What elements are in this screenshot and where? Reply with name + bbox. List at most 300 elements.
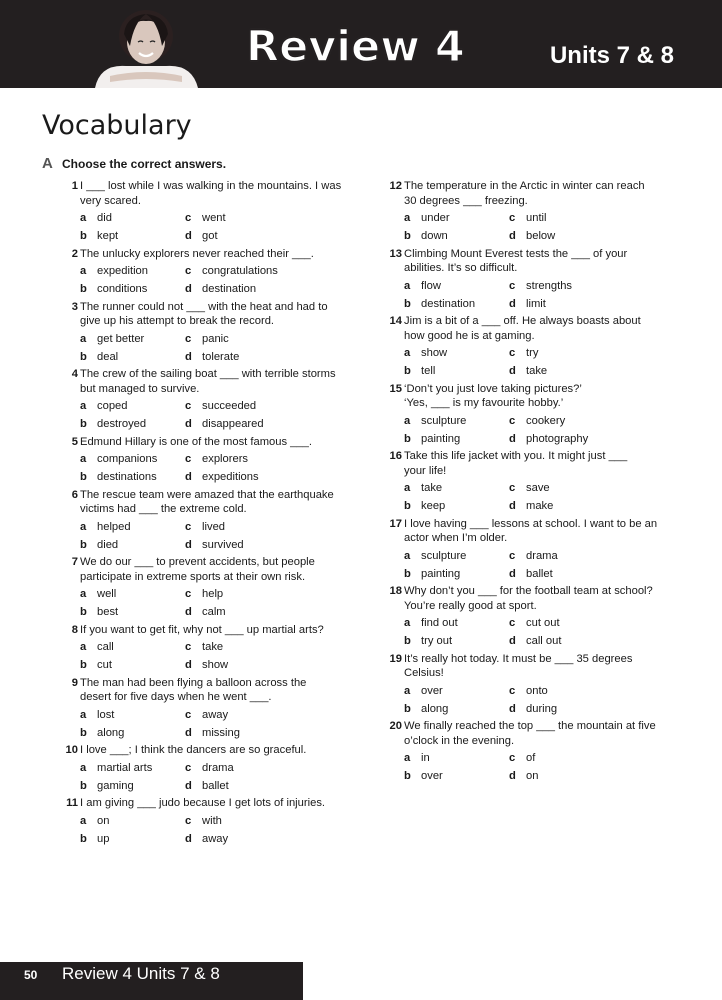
question-item	[52, 435, 352, 485]
question-text: ‘Yes, ___ is my favourite hobby.’	[404, 397, 564, 409]
question-number: 12	[389, 180, 402, 192]
answer-option[interactable]	[404, 297, 509, 312]
option-text: call	[97, 641, 114, 653]
option-text: sculpture	[421, 549, 467, 562]
option-text: conditions	[97, 283, 148, 295]
question-text: Why don’t you ___ for the football team at school?	[404, 585, 653, 597]
question-text: We do our ___ to prevent accidents, but people	[80, 556, 315, 568]
answer-option[interactable]	[404, 549, 509, 564]
option-letter: b	[80, 471, 87, 483]
option-text: cut	[97, 659, 112, 671]
option-letter: d	[185, 606, 192, 618]
answer-option[interactable]	[80, 538, 185, 553]
option-letter: c	[509, 212, 516, 224]
option-letter: b	[404, 230, 411, 242]
option-letter: a	[80, 212, 87, 224]
option-letter: c	[185, 814, 192, 827]
option-text: along	[421, 702, 449, 715]
question-text: victims had ___ the extreme cold.	[80, 503, 247, 515]
answer-option[interactable]	[185, 350, 295, 365]
option-letter: b	[404, 635, 411, 647]
question-text: The temperature in the Arctic in winter can reach	[404, 180, 645, 192]
answer-option[interactable]	[509, 346, 619, 361]
answer-option[interactable]	[185, 211, 295, 226]
answer-option[interactable]	[80, 282, 185, 297]
question-number: 10	[65, 744, 78, 756]
option-letter: b	[404, 567, 411, 580]
answer-option[interactable]	[185, 538, 295, 553]
option-text: expeditions	[202, 471, 259, 483]
question-item	[376, 314, 676, 379]
exercise-letter: A	[42, 155, 53, 172]
answer-option[interactable]	[404, 769, 509, 784]
option-letter: b	[80, 538, 87, 551]
answer-option[interactable]	[509, 684, 619, 699]
option-text: take	[526, 365, 548, 377]
question-number: 9	[71, 676, 78, 689]
question-number: 17	[389, 517, 402, 530]
option-letter: a	[404, 279, 411, 292]
option-letter: c	[509, 482, 516, 494]
option-text: onto	[526, 684, 548, 697]
option-letter: c	[185, 641, 192, 653]
option-letter: a	[404, 684, 411, 697]
question-text: The man had been flying a balloon across the	[80, 676, 307, 689]
option-text: strengths	[526, 279, 573, 292]
option-text: gaming	[97, 779, 134, 792]
option-text: take	[421, 482, 443, 494]
question-number: 19	[389, 652, 402, 665]
option-letter: d	[185, 779, 192, 792]
answer-option[interactable]	[404, 229, 509, 244]
answer-option[interactable]	[509, 229, 619, 244]
option-text: succeeded	[202, 400, 257, 412]
option-text: explorers	[202, 453, 249, 465]
answer-option[interactable]	[509, 634, 619, 649]
option-text: survived	[202, 538, 244, 551]
option-letter: d	[185, 832, 192, 845]
option-letter: c	[509, 549, 516, 562]
option-letter: a	[404, 549, 411, 562]
question-number: 1	[71, 180, 78, 192]
answer-option[interactable]	[509, 432, 619, 447]
option-text: lost	[97, 708, 115, 721]
question-number: 6	[71, 488, 78, 501]
question-number: 16	[389, 450, 402, 462]
option-text: on	[97, 814, 110, 827]
question-text: I love having ___ lessons at school. I want to be an	[404, 517, 658, 530]
answer-option[interactable]	[404, 751, 509, 766]
question-item	[376, 449, 676, 514]
answer-option[interactable]	[80, 211, 185, 226]
question-text: but managed to survive.	[80, 382, 200, 395]
question-text: Jim is a bit of a ___ off. He always boasts about	[404, 315, 641, 327]
answer-option[interactable]	[509, 211, 619, 226]
answer-option[interactable]	[80, 587, 185, 602]
option-text: destination	[421, 297, 476, 310]
answer-option[interactable]	[185, 640, 295, 655]
option-text: missing	[202, 726, 240, 739]
answer-option[interactable]	[80, 332, 185, 347]
option-text: below	[526, 230, 556, 242]
answer-option[interactable]	[80, 452, 185, 467]
option-text: try	[526, 347, 539, 359]
option-text: panic	[202, 332, 229, 345]
option-text: tell	[421, 365, 436, 377]
option-text: painting	[421, 432, 461, 445]
option-letter: b	[80, 350, 87, 363]
question-number: 5	[71, 435, 78, 448]
option-text: congratulations	[202, 265, 278, 277]
option-letter: a	[80, 814, 87, 827]
answer-option[interactable]	[404, 481, 509, 496]
question-text: Take this life jacket with you. It might just ___	[404, 450, 628, 462]
answer-option[interactable]	[185, 452, 295, 467]
option-letter: c	[509, 617, 516, 629]
option-letter: c	[185, 708, 192, 721]
option-letter: b	[404, 702, 411, 715]
option-text: well	[97, 588, 117, 600]
option-letter: a	[404, 752, 411, 764]
answer-option[interactable]	[80, 229, 185, 244]
question-text: I love ___; I think the dancers are so graceful.	[80, 744, 307, 756]
option-text: away	[202, 832, 229, 845]
question-number: 8	[71, 623, 78, 636]
question-item	[52, 555, 352, 620]
option-letter: a	[404, 347, 411, 359]
answer-option[interactable]	[185, 264, 295, 279]
answer-option[interactable]	[404, 634, 509, 649]
answer-option[interactable]	[509, 549, 619, 564]
option-letter: b	[80, 230, 87, 242]
option-letter: a	[80, 641, 87, 653]
option-letter: a	[404, 414, 411, 427]
answer-option[interactable]	[509, 769, 619, 784]
question-item	[376, 179, 676, 244]
answer-option[interactable]	[80, 520, 185, 535]
answer-option[interactable]	[404, 616, 509, 631]
answer-option[interactable]	[185, 832, 295, 847]
question-item	[376, 382, 676, 447]
option-letter: d	[185, 283, 192, 295]
option-letter: d	[185, 418, 192, 430]
answer-option[interactable]	[80, 417, 185, 432]
answer-option[interactable]	[185, 658, 295, 673]
answer-option[interactable]	[509, 414, 619, 429]
option-text: lived	[202, 520, 226, 533]
option-text: show	[421, 347, 448, 359]
option-letter: d	[185, 659, 192, 671]
question-item	[376, 719, 676, 784]
option-text: destroyed	[97, 418, 147, 430]
question-item	[52, 743, 352, 793]
answer-option[interactable]	[185, 229, 295, 244]
question-text: abilities. It’s so difficult.	[404, 262, 518, 274]
question-text: The rescue team were amazed that the earthquake	[80, 488, 334, 501]
option-text: destination	[202, 283, 257, 295]
answer-option[interactable]	[185, 708, 295, 723]
option-text: ballet	[526, 567, 553, 580]
option-letter: a	[80, 708, 87, 721]
option-text: coped	[97, 400, 128, 412]
answer-option[interactable]	[80, 264, 185, 279]
option-letter: a	[80, 520, 87, 533]
option-text: call out	[526, 635, 562, 647]
question-text: participate in extreme sports at their own risk.	[80, 570, 306, 583]
option-letter: d	[185, 726, 192, 739]
answer-option[interactable]	[185, 399, 295, 414]
answer-option[interactable]	[185, 282, 295, 297]
answer-option[interactable]	[404, 346, 509, 361]
option-letter: c	[185, 265, 192, 277]
exercise-instruction: Choose the correct answers.	[62, 157, 227, 171]
option-text: died	[97, 538, 119, 551]
answer-option[interactable]	[404, 211, 509, 226]
option-text: photography	[526, 432, 589, 445]
answer-option[interactable]	[80, 708, 185, 723]
option-letter: b	[404, 432, 411, 445]
question-number: 15	[389, 382, 402, 395]
question-text: Edmund Hillary is one of the most famous ___.	[80, 435, 312, 448]
option-letter: b	[80, 606, 87, 618]
question-text: very scared.	[80, 194, 141, 207]
option-text: keep	[421, 500, 446, 512]
question-text: The unlucky explorers never reached their ___.	[80, 247, 314, 260]
option-text: with	[202, 814, 222, 827]
option-letter: c	[185, 453, 192, 465]
option-text: calm	[202, 606, 226, 618]
question-text: You’re really good at sport.	[404, 599, 537, 612]
option-text: along	[97, 726, 125, 739]
answer-option[interactable]	[80, 761, 185, 776]
option-text: find out	[421, 617, 458, 629]
question-text: actor when I’m older.	[404, 532, 508, 544]
option-letter: c	[509, 684, 516, 697]
option-text: drama	[202, 761, 234, 774]
option-text: cut out	[526, 617, 560, 629]
answer-option[interactable]	[80, 350, 185, 365]
option-letter: d	[509, 770, 516, 782]
question-number: 11	[66, 797, 78, 809]
question-text: desert for five days when he went ___.	[80, 691, 272, 703]
question-item	[376, 652, 676, 717]
option-letter: c	[185, 332, 192, 345]
question-item	[52, 488, 352, 553]
option-letter: c	[509, 279, 516, 292]
question-number: 13	[389, 247, 402, 260]
option-letter: b	[80, 779, 87, 792]
question-text: The crew of the sailing boat ___ with terrible storms	[80, 368, 336, 380]
question-item	[376, 517, 676, 582]
question-text: I am giving ___ judo because I get lots of injuries.	[80, 797, 326, 809]
answer-option[interactable]	[185, 761, 295, 776]
option-letter: c	[185, 588, 192, 600]
answer-option[interactable]	[509, 279, 619, 294]
question-number: 2	[71, 247, 78, 260]
question-text: how good he is at gaming.	[404, 329, 535, 342]
answer-option[interactable]	[185, 417, 295, 432]
answer-option[interactable]	[80, 726, 185, 741]
answer-option[interactable]	[404, 414, 509, 429]
answer-option[interactable]	[185, 726, 295, 741]
answer-option[interactable]	[80, 814, 185, 829]
page-number: 50	[24, 968, 38, 982]
option-text: show	[202, 659, 229, 671]
review-title: Review 4	[246, 22, 465, 72]
option-letter: d	[509, 297, 516, 310]
option-text: painting	[421, 567, 461, 580]
question-text: Climbing Mount Everest tests the ___ of your	[404, 247, 628, 260]
answer-option[interactable]	[509, 481, 619, 496]
questions-column-left	[52, 179, 352, 849]
option-letter: a	[80, 265, 87, 277]
answer-option[interactable]	[404, 432, 509, 447]
answer-option[interactable]	[509, 751, 619, 766]
question-text: Celsius!	[404, 667, 444, 679]
option-letter: c	[509, 414, 516, 427]
answer-option[interactable]	[509, 364, 619, 379]
option-text: of	[526, 752, 536, 764]
option-text: drama	[526, 549, 558, 562]
option-text: on	[526, 770, 539, 782]
answer-option[interactable]	[509, 567, 619, 582]
option-text: help	[202, 588, 224, 600]
option-text: over	[421, 770, 443, 782]
option-letter: d	[509, 500, 516, 512]
option-text: did	[97, 212, 112, 224]
option-text: got	[202, 230, 218, 242]
option-text: limit	[526, 297, 546, 310]
option-text: over	[421, 684, 443, 697]
answer-option[interactable]	[509, 616, 619, 631]
option-letter: b	[404, 365, 411, 377]
option-text: away	[202, 708, 229, 721]
option-text: save	[526, 482, 550, 494]
question-text: It’s really hot today. It must be ___ 35 degrees	[404, 652, 633, 665]
answer-option[interactable]	[404, 702, 509, 717]
answer-option[interactable]	[185, 470, 295, 485]
answer-option[interactable]	[404, 279, 509, 294]
girl-photo	[90, 6, 202, 88]
option-text: went	[202, 212, 226, 224]
answer-option[interactable]	[509, 499, 619, 514]
option-letter: b	[404, 500, 411, 512]
option-text: disappeared	[202, 418, 264, 430]
option-text: expedition	[97, 265, 149, 277]
option-text: deal	[97, 350, 119, 363]
question-text: 30 degrees ___ freezing.	[404, 194, 528, 207]
option-text: up	[97, 832, 110, 845]
option-letter: d	[509, 567, 516, 580]
question-text: I ___ lost while I was walking in the mountains. I was	[80, 180, 342, 192]
option-letter: d	[509, 365, 516, 377]
question-item	[376, 584, 676, 649]
option-text: kept	[97, 230, 119, 242]
option-text: under	[421, 212, 450, 224]
question-item	[52, 796, 352, 846]
option-letter: c	[185, 212, 192, 224]
option-text: ballet	[202, 779, 229, 792]
question-text: give up his attempt to break the record.	[80, 315, 275, 327]
answer-option[interactable]	[80, 779, 185, 794]
question-text: If you want to get fit, why not ___ up martial arts?	[80, 623, 324, 636]
option-letter: b	[404, 297, 411, 310]
answer-option[interactable]	[185, 814, 295, 829]
answer-option[interactable]	[80, 658, 185, 673]
option-letter: c	[509, 347, 516, 359]
option-letter: c	[185, 520, 192, 533]
option-text: helped	[97, 520, 131, 533]
answer-option[interactable]	[185, 779, 295, 794]
answer-option[interactable]	[509, 702, 619, 717]
question-item	[376, 247, 676, 312]
option-letter: d	[509, 702, 516, 715]
option-text: take	[202, 641, 224, 653]
option-letter: d	[185, 350, 192, 363]
question-text: The runner could not ___ with the heat and had to	[80, 300, 328, 313]
option-letter: d	[185, 538, 192, 551]
option-text: sculpture	[421, 414, 467, 427]
option-letter: b	[80, 832, 87, 845]
option-letter: a	[80, 761, 87, 774]
answer-option[interactable]	[404, 684, 509, 699]
question-text: We finally reached the top ___ the mountain at five	[404, 720, 656, 732]
answer-option[interactable]	[80, 832, 185, 847]
option-text: companions	[97, 453, 158, 465]
option-letter: d	[185, 471, 192, 483]
answer-option[interactable]	[185, 520, 295, 535]
question-text: ‘Don’t you just love taking pictures?’	[404, 382, 582, 395]
option-text: make	[526, 500, 554, 512]
question-text: your life!	[404, 464, 447, 477]
option-letter: b	[80, 659, 87, 671]
option-text: flow	[421, 279, 441, 292]
question-text: o’clock in the evening.	[404, 734, 515, 747]
question-number: 18	[389, 585, 402, 597]
answer-option[interactable]	[80, 605, 185, 620]
option-letter: a	[80, 332, 87, 345]
units-title: Units 7 & 8	[549, 42, 674, 69]
answer-option[interactable]	[185, 605, 295, 620]
answer-option[interactable]	[80, 470, 185, 485]
question-number: 20	[389, 720, 402, 732]
option-letter: c	[185, 400, 192, 412]
answer-option[interactable]	[404, 567, 509, 582]
option-text: tolerate	[202, 350, 240, 363]
question-item	[52, 300, 352, 365]
option-letter: a	[80, 400, 87, 412]
option-text: in	[421, 752, 430, 764]
option-letter: a	[404, 212, 411, 224]
answer-option[interactable]	[404, 499, 509, 514]
option-letter: d	[509, 432, 516, 445]
answer-option[interactable]	[509, 297, 619, 312]
answer-option[interactable]	[80, 640, 185, 655]
option-text: try out	[421, 635, 453, 647]
option-letter: d	[185, 230, 192, 242]
answer-option[interactable]	[185, 587, 295, 602]
option-text: cookery	[526, 414, 566, 427]
option-letter: b	[404, 770, 411, 782]
question-item	[52, 367, 352, 432]
option-letter: b	[80, 418, 87, 430]
answer-option[interactable]	[404, 364, 509, 379]
answer-option[interactable]	[80, 399, 185, 414]
option-letter: a	[80, 453, 87, 465]
option-letter: b	[80, 283, 87, 295]
answer-option[interactable]	[185, 332, 295, 347]
option-letter: d	[509, 635, 516, 647]
